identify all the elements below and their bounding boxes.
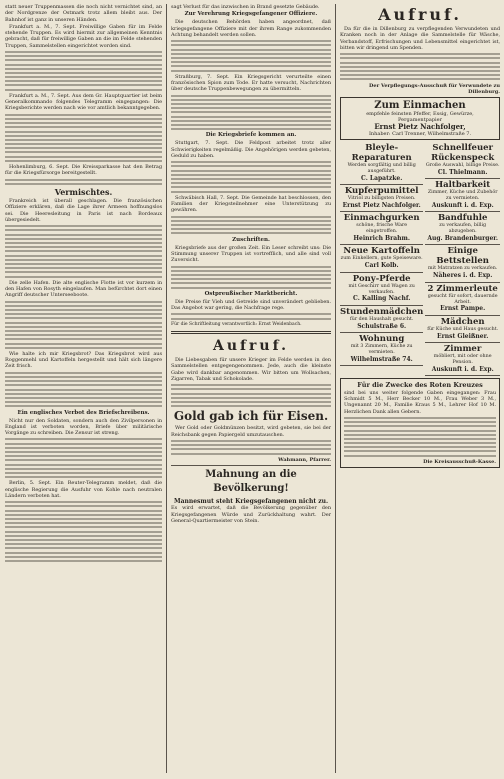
red-cross-notice bbox=[340, 378, 500, 468]
appeal-text: Da für die in Dillenburg zu verpflegenden Verwundeten und Kranken noch in der Anlage die Sammelstelle für Wäsche, Verbandstoff, Erfrischungen und Lebensmittel eingerichtet ist, bitten wir dringend um Spenden. bbox=[340, 26, 500, 51]
ad-company: Ernst Pietz Nachfolger. bbox=[342, 201, 421, 209]
signature: Die Kreisausschuß-Kasse. bbox=[423, 458, 496, 465]
article-text: Die deutschen Behörden haben angeordnet, daß kriegsgefangene Offiziere mit der ihrem Range zukommenden Achtung behandelt werden sollen. bbox=[171, 19, 331, 38]
notice-title: Für die Zwecke des Roten Kreuzes bbox=[357, 381, 483, 390]
ad-title: Einmachgurken bbox=[343, 213, 420, 224]
column-right bbox=[337, 4, 501, 775]
article-text: Straßburg, 7. Sept. Ein Kriegsgericht verurteilte einen französischen Spion zum Tode. Er hatte versucht, Nachrichten über deutsche Truppenbewegungen zu übermitteln. bbox=[171, 73, 331, 93]
ad-title: Mädchen bbox=[440, 316, 485, 327]
ad-text: möbliert, mit oder ohne Pension. bbox=[433, 354, 492, 365]
ad-title: Bleyle-Reparaturen bbox=[351, 143, 412, 163]
ad-title: Wohnung bbox=[359, 334, 405, 345]
article-text: Berlin, 5. Sept. Ein Reuter-Telegramm meldet, daß die englische Regierung die Ausfuhr von Kohle nach neutralen Ländern verboten hat. bbox=[5, 480, 162, 499]
ad-text: Große Auswahl, billige Preise. bbox=[425, 163, 500, 168]
ad-text: zu verkaufen, billig abzugeben. bbox=[439, 223, 487, 235]
article-text: statt neuer Truppenmassen die noch nicht vernichtet sind, an der Nordgrenze der Ostmark trotz allem bleibt aus. Der Bahnhof ist ganz in unseren Händen. bbox=[5, 4, 162, 23]
article-text: Nicht nur den Soldaten, sondern auch den Zivilpersonen in England ist verboten worden, Briefe über militärische Vorgänge zu schreiben. Die Zensur ist streng. bbox=[5, 417, 162, 436]
ad-title: Kupferpumittel bbox=[344, 186, 419, 197]
ad-company: Ernst Pietz Nachfolger, bbox=[374, 121, 466, 131]
classified-ad bbox=[340, 273, 423, 306]
ad-company: Schulstraße 6. bbox=[357, 322, 407, 330]
ad-text: Vitriol zu billigsten Preisen. bbox=[347, 196, 416, 202]
editor-note: Für die Schriftleitung verantwortlich: Ernst Weidenbach. bbox=[171, 321, 302, 327]
article-text: sagt Verlust für das inzwischen in Brand gesetzte Gebäude. bbox=[171, 4, 320, 10]
classified-ad bbox=[340, 245, 423, 272]
ad-title: Einige Bettstellen bbox=[436, 246, 489, 267]
gold-appeal-text: Wer Gold oder Goldmünzen besitzt, wird gebeten, sie bei der Reichsbank gegen Papiergeld umzutauschen. bbox=[171, 425, 331, 438]
ad-company: Carl Kolb. bbox=[364, 262, 399, 270]
section-heading: Zur Verehrung Kriegsgefangener Offiziere. bbox=[184, 11, 318, 18]
classified-ad bbox=[340, 212, 423, 245]
section-heading: Ein englisches Verbot des Briefschreibens. bbox=[17, 409, 150, 416]
classified-ad bbox=[425, 283, 500, 316]
article-text: Die Preise für Vieh und Getreide sind unverändert geblieben. Das Angebot war gering, die Nachfrage rege. bbox=[171, 298, 331, 311]
ad-company: Aug. Brandenburger. bbox=[427, 234, 499, 242]
classified-ad bbox=[340, 333, 423, 366]
ad-title: Schnellfeuer Rückenspeck bbox=[431, 143, 495, 163]
article-text: Die zelle Hafen. Die alte englische Flotte ist vor kurzem in den Hafen von Rosyth eingelaufen. Man befürchtet dort einen Angriff deutscher Unterseeboote. bbox=[5, 279, 162, 299]
appeal-title: Aufruf. bbox=[378, 5, 462, 24]
article-text: Schwäbisch Hall, 7. Sept. Die Gemeinde hat beschlossen, den Familien der Kriegsteilnehmer eine Unterstützung zu gewähren. bbox=[171, 194, 331, 214]
appeal-title: Aufruf. bbox=[212, 338, 289, 354]
article-text: Frankreich ist überall geschlagen. Die französischen Offiziere erklären, daß die Lage ihrer Armeen hoffnungslos sei. Die Heeresleitung in Paris ist nach Bordeaux übergesiedelt. bbox=[5, 198, 162, 223]
ad-einmachen bbox=[340, 97, 500, 141]
signature: Der Verpflegungs-Ausschuß für Verwundete zu Dillenburg. bbox=[369, 82, 500, 95]
article-text: Hohenlimburg, 6. Sept. Die Kreissparkasse hat den Betrag für die Kriegsfürsorge bereitgestellt. bbox=[5, 164, 162, 177]
section-heading: Die Kriegsbriefe kommen an. bbox=[205, 132, 297, 139]
ad-text: Zimmer, Küche und Zubehör zu vermieten. bbox=[427, 190, 498, 202]
gold-appeal-title: Gold gab ich für Eisen. bbox=[173, 409, 329, 424]
ad-company: Wilhelmstraße 74. bbox=[350, 355, 413, 363]
appeal-text: Die Liebesgaben für unsere Krieger im Felde werden in den Sammelstellen entgegengenommen. Jede, auch die kleinste Gabe wird dankbar angenommen. Wir bitten um Wollsachen, Zigarren, Tabak und Schokolade. bbox=[171, 357, 331, 382]
ad-company: Heinrich Brahm. bbox=[353, 234, 410, 242]
ad-text: empfehle feinsten Pfeffer, Essig, Gewürze, Pergamentpapier bbox=[366, 110, 474, 123]
ad-company: Auskunft i. d. Exp. bbox=[431, 365, 494, 373]
ad-text: für Küche und Haus gesucht. bbox=[427, 326, 499, 332]
signature: Wahmann, Pfarrer. bbox=[278, 456, 331, 463]
ad-title: Bandfuhle bbox=[437, 213, 488, 224]
notice-text: sind bei uns weiter folgende Gaben eingegangen: Frau Schmidt 5 M., Herr Becker 10 M., Frau Weber 3 M., Ungenannt 20 M., Familie Kraus 5 M., Lehrer Hof 10 M. Herzlichen Dank allen Gebern. bbox=[344, 389, 496, 415]
column-rule bbox=[335, 4, 336, 773]
ad-text: gesucht für sofort, dauernde Arbeit. bbox=[427, 293, 498, 305]
warning-text: Es wird erwartet, daß die Bevölkerung gegenüber den Kriegsgefangenen Würde und Zurückhaltung wahrt. Der General-Quartiermeister von Stein. bbox=[171, 505, 331, 524]
article-text: Frankfurt a. M., 7. Sept. Aus dem Gr. Hauptquartier ist beim Generalkommando folgendes Telegramm eingegangen: Die Kriegsberichte werden nach wie vor amtlich bekanntgegeben. bbox=[5, 92, 162, 112]
column-left bbox=[4, 4, 165, 775]
ad-title: Stundenmädchen bbox=[340, 306, 424, 317]
warning-title: Mahnung an die Bevölkerung! bbox=[205, 468, 297, 494]
article-text: Stuttgart, 7. Sept. Die Feldpost arbeitet trotz aller Schwierigkeiten regelmäßig. Die Angehörigen werden gebeten, Geduld zu haben. bbox=[171, 140, 331, 159]
warning-subtitle: Mannesmut steht Kriegsgefangenen nicht zu. bbox=[173, 497, 329, 505]
classified-ad bbox=[425, 179, 500, 212]
ad-company: Näheres i. d. Exp. bbox=[433, 272, 493, 280]
classified-ad bbox=[340, 306, 423, 333]
classified-ads bbox=[340, 142, 500, 376]
ad-company: Ernst Gleißner. bbox=[437, 332, 489, 340]
ad-company: Cl. Thielmann. bbox=[437, 168, 488, 176]
ad-company: C. Lapatzke. bbox=[361, 174, 403, 182]
ad-company: C. Kalling Nachf. bbox=[353, 295, 411, 303]
column-middle bbox=[168, 4, 334, 775]
article-text: Wie halte ich mir Kriegsbrot? Das Kriegsbrot wird aus Roggenmehl und Kartoffeln hergestellt und hält sich längere Zeit frisch. bbox=[5, 350, 162, 370]
classified-ad bbox=[425, 142, 500, 179]
article-text: Kriegsbriefe aus der großen Zeit. Ein Leser schreibt uns: Die Stimmung unserer Truppen ist vortrefflich, und alle sind voll Zuversicht. bbox=[171, 244, 331, 264]
ad-text: mit Geschirr und Wagen zu verkaufen. bbox=[348, 283, 415, 295]
classified-ad bbox=[425, 316, 500, 343]
ad-text: zum Einkellern, gute Speiseware. bbox=[340, 256, 423, 262]
article-text: Frankfurt a. M., 7. Sept. Freiwillige Gaben für im Felde stehende Truppen. Es wird hiermit zur allgemeinen Kenntnis gebracht, daß für freiwillige Gaben an die im Felde stehenden Truppen, Sammelstellen eingerichtet worden sind. bbox=[5, 23, 162, 49]
ad-title: Zimmer bbox=[444, 344, 482, 355]
section-heading: Zuschriften. bbox=[232, 236, 270, 243]
classified-ad bbox=[425, 212, 500, 245]
section-heading: Ostpreußischer Marktbericht. bbox=[204, 290, 298, 297]
ad-title: 2 Zimmerleute bbox=[427, 283, 498, 294]
ad-address: Inhaber: Carl Trenner, Wilhelmstraße 7. bbox=[368, 131, 472, 137]
ad-text: Werden sorgfältig und billig ausgeführt. bbox=[347, 163, 416, 174]
classified-ad bbox=[425, 245, 500, 282]
ad-text: schöne, frische Ware eingetroffen. bbox=[356, 223, 408, 235]
ad-text: für den Haushalt gesucht. bbox=[349, 316, 414, 322]
classified-ad bbox=[340, 185, 423, 212]
ad-company: Auskunft i. d. Exp. bbox=[431, 201, 494, 209]
ad-text: mit 3 Zimmern, Küche zu vermieten. bbox=[350, 344, 413, 355]
ad-title: Zum Einmachen bbox=[374, 99, 466, 111]
column-rule bbox=[166, 4, 167, 773]
section-heading: Vermischtes. bbox=[54, 187, 113, 198]
ad-title: Pony-Pferde bbox=[352, 273, 411, 284]
ad-title: Neue Kartoffeln bbox=[343, 246, 420, 257]
ad-company: Ernst Pampe. bbox=[440, 305, 486, 313]
classified-ad bbox=[425, 343, 500, 376]
ad-text: mit Matratzen zu verkaufen. bbox=[427, 266, 498, 272]
ad-title: Haltbarkeit bbox=[435, 180, 491, 191]
classified-ad bbox=[340, 142, 423, 185]
